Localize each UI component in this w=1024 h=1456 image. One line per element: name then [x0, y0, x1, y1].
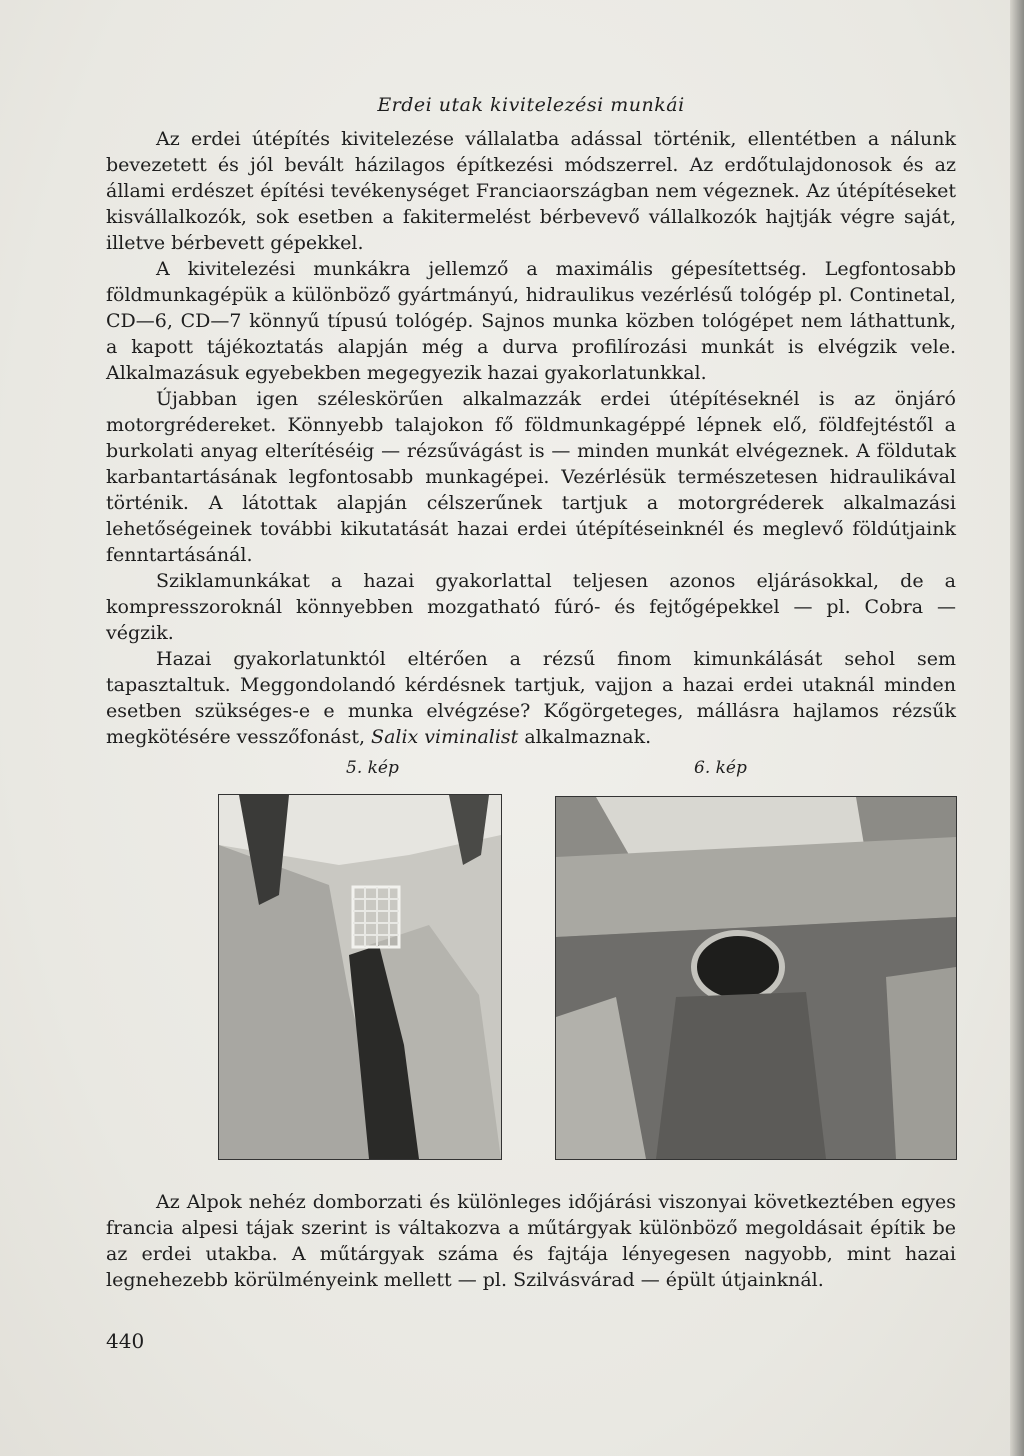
species-name: Salix viminalist: [371, 726, 519, 748]
photo-trench: [218, 794, 502, 1160]
figure-caption-6: 6. kép: [694, 758, 747, 778]
photo-culvert: [555, 796, 957, 1160]
body-text-bottom: [106, 1189, 956, 1293]
photo-trench-drawing: [219, 795, 501, 1159]
paragraph-text: Hazai gyakorlatunktól eltérően a rézsű finom kimunkálását sehol sem tapasztaltuk. Meggondolandó kérdésnek tartjuk, vajjon a hazai erdei utaknál minden esetben szükséges-e e munka elvégzése? Kőgörgeteges, mállásra hajlamos rézsűk megkötésére vesszőfonást,: [106, 648, 956, 748]
page-edge-shadow: [1010, 0, 1024, 1456]
page-number: 440: [106, 1329, 145, 1353]
paragraph-text: alkalmaznak.: [518, 726, 652, 748]
figure-caption-5: 5. kép: [346, 758, 399, 778]
paragraph: A kivitelezési munkákra jellemző a maximális gépesítettség. Legfontosabb földmunkagépük a különböző gyártmányú, hidraulikus vezérlésű tológép pl. Continetal, CD—6, CD—7 könnyű típusú tológép. Sajnos munka közben tológépet nem láthattunk, a kapott tájékoztatás alapján még a durva profilírozási munkát is elvégzik vele. Alkalmazásuk egyebekben megegyezik hazai gyakorlatunkkal.: [106, 258, 956, 384]
paragraph: Az Alpok nehéz domborzati és különleges időjárási viszonyai következtében egyes francia alpesi tájak szerint is váltakozva a műtárgyak különböző megoldásait építik be az erdei utakba. A műtárgyak száma és fajtája lényegesen nagyobb, mint hazai legnehezebb körülményeink mellett — pl. Szilvásvárad — épült útjainknál.: [106, 1191, 956, 1291]
photo-culvert-drawing: [556, 797, 956, 1159]
body-text-top: [106, 126, 956, 750]
paragraph: Az erdei útépítés kivitelezése vállalatba adással történik, ellentétben a nálunk bevezetett és jól bevált házilagos építkezési módszerrel. Az erdőtulajdonosok és az állami erdészet építési tevékenységet Franciaországban nem végeznek. Az útépítéseket kisvállalkozók, sok esetben a fakitermelést bérbevevő vállalkozók hajtják végre saját, illetve bérbevett gépekkel.: [106, 128, 956, 254]
paragraph: [106, 646, 956, 750]
paragraph: Újabban igen széleskörűen alkalmazzák erdei útépítéseknél is az önjáró motorgrédereket. Könnyebb talajokon fő földmunkagéppé lépnek elő, földfejtéstől a burkolati anyag elterítéséig — rézsűvágást is — minden munkát elvégeznek. A földutak karbantartásának legfontosabb munkagépei. Vezérlésük természetesen hidraulikával történik. A látottak alapján célszerűnek tartjuk a motorgréderek alkalmazási lehetőségeinek további kikutatását hazai erdei útépítéseinknél és meglevő földútjaink fenntartásánál.: [106, 388, 956, 566]
running-header: Erdei utak kivitelezési munkái: [377, 94, 685, 116]
paragraph: Sziklamunkákat a hazai gyakorlattal teljesen azonos eljárásokkal, de a kompresszoroknál könnyebben mozgatható fúró- és fejtőgépekkel — pl. Cobra — végzik.: [106, 570, 956, 644]
